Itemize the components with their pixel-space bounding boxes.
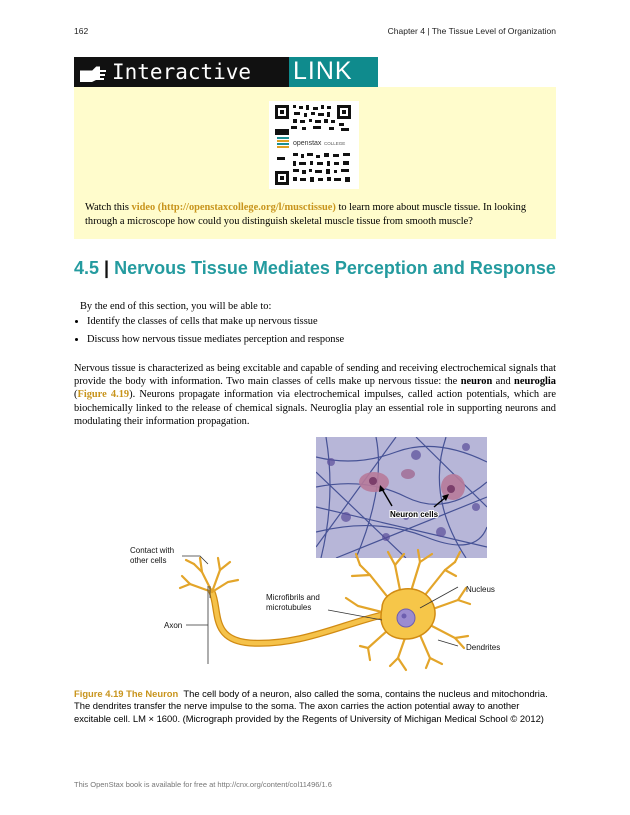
body-text-1: Nervous tissue is characterized as being excitable and capable of sending and receiving electrochemical signals that provide the body with information. Two main classes of cells make up nervous tissue: the bbox=[74, 363, 556, 388]
interactive-label: Interactive bbox=[112, 60, 252, 84]
neuron-diagram bbox=[120, 540, 520, 675]
body-and: and bbox=[492, 376, 515, 388]
contact-label-line1: Contact with bbox=[130, 546, 175, 555]
page-footer: This OpenStax book is available for free at http://cnx.org/content/col11496/1.6 bbox=[74, 780, 332, 789]
neuron-cells-label: Neuron cells bbox=[390, 510, 439, 519]
ilink-text-before: Watch this bbox=[85, 202, 132, 213]
caption-text: The cell body of a neuron, also called the soma, contains the nucleus and mitochondria. The dendrites transfer the nerve impulse to the soma. The axon carries the action potential away to another excitable cell. LM × 1600. (Micrograph provided by the Regents of University of Michigan Medical School © 2012) bbox=[74, 688, 548, 724]
dendrites-label: Dendrites bbox=[466, 643, 501, 652]
figure-reference-link[interactable]: Figure 4.19 bbox=[77, 389, 130, 401]
qr-code-icon bbox=[269, 101, 359, 189]
caption-title: Figure 4.19 The Neuron bbox=[74, 688, 179, 699]
qr-code[interactable] bbox=[269, 101, 359, 189]
objectives-intro: By the end of this section, you will be able to: bbox=[80, 301, 272, 312]
section-title-text: Nervous Tissue Mediates Perception and Response bbox=[114, 258, 556, 278]
microfibrils-label-line2: microtubules bbox=[266, 602, 312, 612]
video-link[interactable]: video (http://openstaxcollege.org/l/musctissue) bbox=[131, 202, 336, 213]
contact-label-line2: other cells bbox=[130, 555, 167, 565]
section-separator: | bbox=[104, 258, 110, 278]
objectives-list bbox=[67, 315, 567, 351]
ilink-text-after: to learn more about muscle tissue. In looking through a microscope how could you distinguish skeletal muscle tissue from smooth muscle? bbox=[85, 202, 527, 227]
interactive-link-text bbox=[85, 201, 551, 228]
objective-item: • Identify the classes of cells that make up nervous tissue bbox=[87, 315, 567, 328]
qr-brand: openstax bbox=[293, 140, 322, 147]
section-number: 4.5 bbox=[74, 258, 100, 278]
contact-label bbox=[130, 546, 174, 565]
page-number: 162 bbox=[74, 26, 89, 36]
body-text-2: ). Neurons propagate information via electrochemical impulses, called action potentials, which are biochemically linked to the release of chemical signals. Neuroglia play an essential role in supporting neurons and modulating their information propagation. bbox=[74, 389, 556, 427]
qr-brand-suffix: COLLEGE bbox=[324, 141, 346, 146]
microfibrils-label bbox=[266, 593, 320, 612]
term-neuroglia: neuroglia bbox=[514, 376, 556, 388]
link-label: LINK bbox=[293, 57, 353, 85]
microfibrils-label-line1: Microfibrils and bbox=[266, 593, 320, 602]
body-paragraph bbox=[74, 362, 556, 428]
chapter-header: Chapter 4 | The Tissue Level of Organization bbox=[387, 26, 556, 36]
nucleus-label: Nucleus bbox=[466, 585, 495, 594]
term-neuron: neuron bbox=[460, 376, 493, 388]
section-title bbox=[74, 258, 574, 279]
pointing-hand-icon bbox=[78, 62, 108, 84]
objective-item: • Discuss how nervous tissue mediates perception and response bbox=[87, 333, 567, 346]
axon-label: Axon bbox=[164, 621, 183, 630]
body-open: ( bbox=[74, 389, 78, 401]
figure-caption bbox=[74, 688, 558, 725]
